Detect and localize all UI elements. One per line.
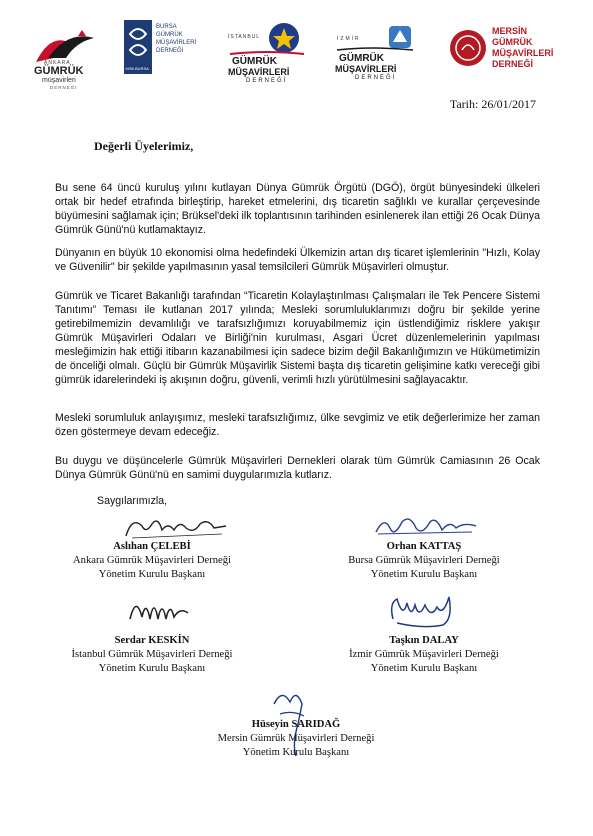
mersin-logo-line4: DERNEĞİ [492, 59, 534, 69]
istanbul-logo-line3: DERNEĞİ [246, 78, 288, 84]
signatory-ankara [62, 540, 242, 582]
signatory-name: Orhan KATTAŞ [386, 541, 462, 552]
ankara-logo-line1: ANKARA [44, 60, 71, 66]
signatory-name: Serdar KESKİN [114, 635, 190, 646]
ankara-logo-line3: müşavirleri [42, 77, 76, 84]
signatory-mersin [206, 718, 386, 760]
signatory-name: Taşkın DALAY [389, 635, 459, 646]
paragraph-2: Dünyanın en büyük 10 ekonomisi olma hedefindeki Ülkemizin artan dış ticaret işlemlerinin "Hızlı, Kolay ve Güvenilir" bir şekilde yapılmasının yasal temsilcileri Gümrük Müşavirleri olmuştur. [55, 247, 540, 273]
paragraph-1: Bu sene 64 üncü kuruluş yılını kutlayan Dünya Gümrük Örgütü (DGÖ), örgüt bünyesindeki ülkeleri ortak bir hedef etrafında birleştirip, hareket etmelerini, dış ticaretin sağlıklı ve kurallar çerçevesinde büyümesini sağlamak için; Brüksel'deki ilk toplantısının tarihinden esinlenerek ilan ettiği 26 Ocak Dünya Gümrük Günü'nü kutlamaktayız. [55, 182, 540, 236]
paragraph-4: Mesleki sorumluluk anlayışımız, mesleki tarafsızlığımız, ülke sevgimiz ve etik değerlerimize her zaman özen göstermeye devam edeceğiz. [55, 412, 540, 438]
istanbul-logo-top: İSTANBUL [228, 34, 261, 40]
istanbul-logo-line2: MÜŞAVİRLERİ [228, 67, 290, 77]
bursa-association-logo [124, 20, 197, 92]
ankara-logo-line2: GÜMRÜK [34, 65, 84, 77]
signatory-role: Yönetim Kurulu Başkanı [98, 663, 206, 674]
signatory-role: Yönetim Kurulu Başkanı [98, 569, 206, 580]
signatory-name: Hüseyin SARIDAĞ [251, 719, 341, 730]
closing-salutation: Saygılarımızla, [97, 495, 168, 507]
ankara-logo-line4: DERNEĞİ [50, 85, 78, 90]
mersin-seal-icon [448, 28, 488, 68]
signatory-role: Yönetim Kurulu Başkanı [242, 747, 350, 758]
izmir-logo-line1: GÜMRÜK [339, 53, 384, 64]
mersin-logo-line1: MERSİN [492, 26, 528, 36]
paragraph-5: Bu duygu ve düşüncelerle Gümrük Müşavirleri Dernekleri olarak tüm Gümrük Camiasının 26 Ocak Dünya Gümrük Günü'nü en samimi duygularımızla kutlarız. [55, 455, 540, 481]
greeting: Değerli Üyelerimiz, [94, 139, 194, 153]
signatory-role: Yönetim Kurulu Başkanı [370, 663, 478, 674]
bursa-logo-line2: GÜMRÜK [156, 32, 183, 38]
mersin-association-logo [448, 20, 563, 92]
bursa-logo-line1: BURSA [156, 24, 177, 30]
signatory-organization: Bursa Gümrük Müşavirleri Derneği [348, 555, 500, 566]
izmir-association-logo [333, 20, 419, 92]
ankara-association-logo [28, 20, 108, 92]
signatory-bursa [334, 540, 514, 582]
izmir-logo-top: İZMİR [337, 36, 361, 42]
signatory-istanbul [62, 634, 242, 676]
signature-dalay [383, 589, 463, 631]
izmir-logo-line2: MÜŞAVİRLERİ [335, 64, 397, 74]
mersin-logo-line2: GÜMRÜK [492, 37, 533, 47]
bursa-logo-line4: DERNEĞİ [156, 48, 184, 54]
bursa-emblem-badge: 1995 BURSA [125, 66, 149, 71]
signatory-organization: Mersin Gümrük Müşavirleri Derneği [217, 733, 375, 744]
mersin-logo-line3: MÜŞAVİRLERİ [492, 48, 554, 58]
signature-kattas [372, 512, 482, 542]
signatory-name: Aslıhan ÇELEBİ [113, 541, 191, 552]
signatory-organization: İstanbul Gümrük Müşavirleri Derneği [71, 649, 233, 660]
signatory-izmir [334, 634, 514, 676]
signatory-organization: İzmir Gümrük Müşavirleri Derneği [349, 649, 499, 660]
document-date: Tarih: 26/01/2017 [449, 97, 536, 111]
istanbul-star-circle-icon [226, 20, 310, 60]
bursa-logo-line3: MÜŞAVİRLERİ [156, 40, 197, 46]
paragraph-3: Gümrük ve Ticaret Bakanlığı tarafından “Ticaretin Kolaylaştırılması Çalışmaları ile Tek Pencere Sistemi Tanıtımı” Teması ile kutlanan 2017 yılında; Mesleki sorumluluklarımızı doğru bir şekilde yerine getirebilmemizin devamlılığı ve tarafsızlığımızı koruyabilmemiz için üstlendiğimiz risklere yakışır Gümrük Müşavirleri Odaları ve Birliği'nin kurulması, Asgari Ücret düzenlemelerinin yapılması mesleğimizin hak ettiği itibarın kazanabilmesi için sadece bizim değil Bakanlığımızın ve Hükümetimizin de önceliği olmalı. Güçlü bir Gümrük Müşavirlik Sistemi başta dış ticaretin gelişimine katkı vereceği gibi gümrük idarelerindeki iş akışının doğru, güvenli, verimli hızlı yürütülmesini sağlayacaktır. [55, 290, 540, 386]
signatory-role: Yönetim Kurulu Başkanı [370, 569, 478, 580]
bursa-emblem-icon [124, 20, 152, 74]
signature-keskin [126, 589, 196, 629]
izmir-logo-line3: DERNEĞİ [355, 75, 397, 81]
signatory-organization: Ankara Gümrük Müşavirleri Derneği [73, 555, 231, 566]
istanbul-logo-line1: GÜMRÜK [232, 56, 277, 67]
istanbul-association-logo [226, 20, 310, 92]
